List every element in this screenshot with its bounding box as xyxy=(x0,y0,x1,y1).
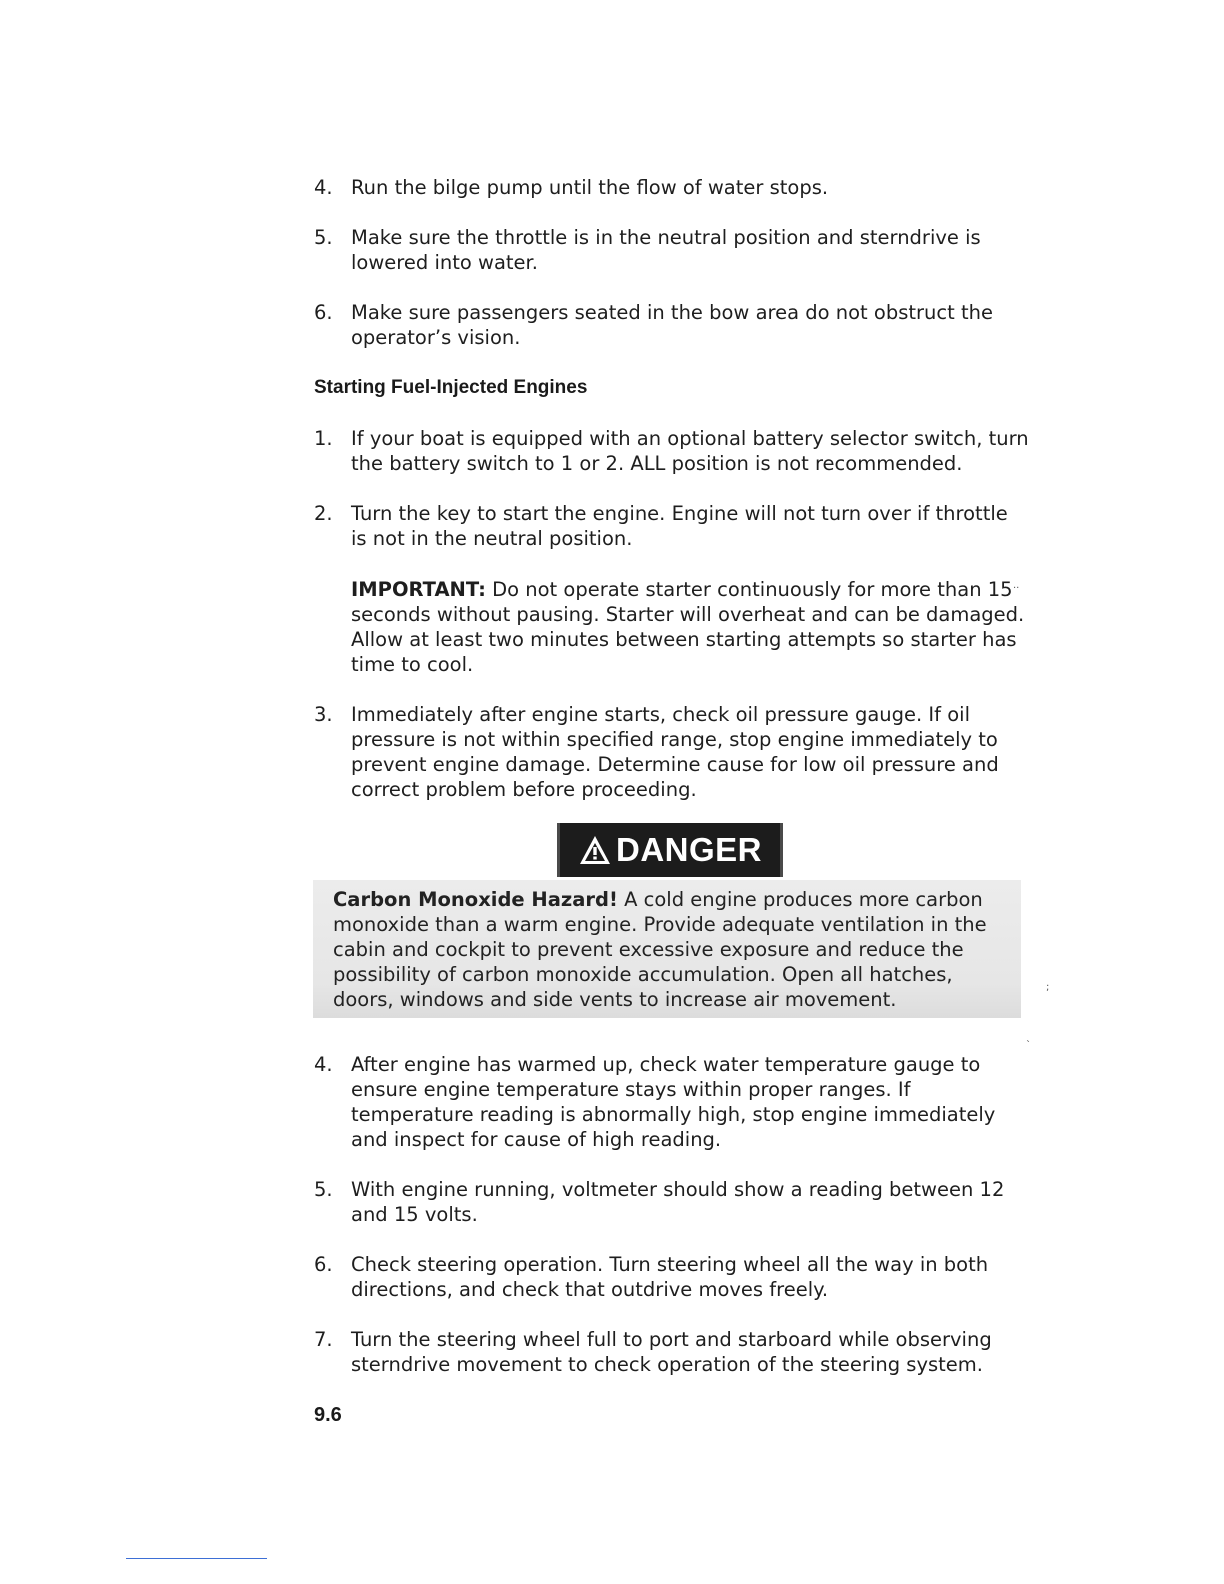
important-label: IMPORTANT: xyxy=(351,578,486,601)
important-note xyxy=(351,577,1031,677)
step-5-voltmeter xyxy=(314,1177,1034,1227)
step-text: Make sure the throttle is in the neutral position and sterndrive is lowered into water. xyxy=(351,226,981,274)
danger-label: DANGER xyxy=(615,831,762,868)
step-number: 3. xyxy=(314,703,333,726)
step-text: Turn the key to start the engine. Engine will not turn over if throttle is not in the neutral position. xyxy=(351,502,1008,550)
step-text: Immediately after engine starts, check oil pressure gauge. If oil pressure is not within specified range, stop engine immediately to prevent engine damage. Determine cause for low oil pressure and correct problem before proceeding. xyxy=(351,703,999,801)
step-3-oil-pressure xyxy=(314,702,1034,802)
step-6-steering-check xyxy=(314,1252,1034,1302)
important-text: Do not operate starter continuously for more than 15 seconds without pausing. Starter will overheat and can be damaged. Allow at least two minutes between starting attempts so starter has time to cool. xyxy=(351,578,1025,676)
step-text: Check steering operation. Turn steering wheel all the way in both directions, and check that outdrive moves freely. xyxy=(351,1253,989,1301)
step-4-bilge xyxy=(314,175,1034,200)
danger-body: A cold engine produces more carbon monoxide than a warm engine. Provide adequate ventilation in the cabin and cockpit to prevent excessive exposure and reduce the possibility of carbon monoxide accumulation. Open all hatches, doors, windows and side vents to increase air movement. xyxy=(333,888,987,1011)
step-text: Run the bilge pump until the flow of water stops. xyxy=(351,176,829,199)
warning-triangle-icon xyxy=(578,834,612,866)
step-4-water-temp xyxy=(314,1052,1034,1152)
danger-lead: Carbon Monoxide Hazard! xyxy=(333,888,618,911)
step-2-key xyxy=(314,501,1034,551)
step-1-battery xyxy=(314,426,1034,476)
step-number: 4. xyxy=(314,1053,333,1076)
step-text: After engine has warmed up, check water temperature gauge to ensure engine temperature stays within proper ranges. If temperature reading is abnormally high, stop engine immediately and inspect for cause of high reading. xyxy=(351,1053,996,1151)
step-number: 6. xyxy=(314,1253,333,1276)
step-text: If your boat is equipped with an optional battery selector switch, turn the battery switch to 1 or 2. ALL position is not recommended. xyxy=(351,427,1029,475)
step-text: Make sure passengers seated in the bow area do not obstruct the operator’s vision. xyxy=(351,301,993,349)
step-7-steering-system xyxy=(314,1327,1034,1377)
step-number: 4. xyxy=(314,176,333,199)
step-text: With engine running, voltmeter should show a reading between 12 and 15 volts. xyxy=(351,1178,1005,1226)
step-number: 7. xyxy=(314,1328,333,1351)
danger-banner xyxy=(557,823,783,877)
section-heading: Starting Fuel-Injected Engines xyxy=(314,377,588,398)
footer-rule xyxy=(126,1558,267,1559)
step-number: 2. xyxy=(314,502,333,525)
step-5-throttle xyxy=(314,225,1034,275)
step-text: Turn the steering wheel full to port and starboard while observing sterndrive movement to check operation of the steering system. xyxy=(351,1328,992,1376)
danger-message xyxy=(333,887,1009,1012)
step-number: 1. xyxy=(314,427,333,450)
step-number: 5. xyxy=(314,1178,333,1201)
scan-speck: .. xyxy=(1013,580,1020,591)
scan-speck: ; xyxy=(1046,982,1050,993)
scan-speck: ` xyxy=(1026,1040,1031,1051)
step-number: 5. xyxy=(314,226,333,249)
step-6-passengers xyxy=(314,300,1034,350)
step-number: 6. xyxy=(314,301,333,324)
page-number: 9.6 xyxy=(314,1404,342,1426)
